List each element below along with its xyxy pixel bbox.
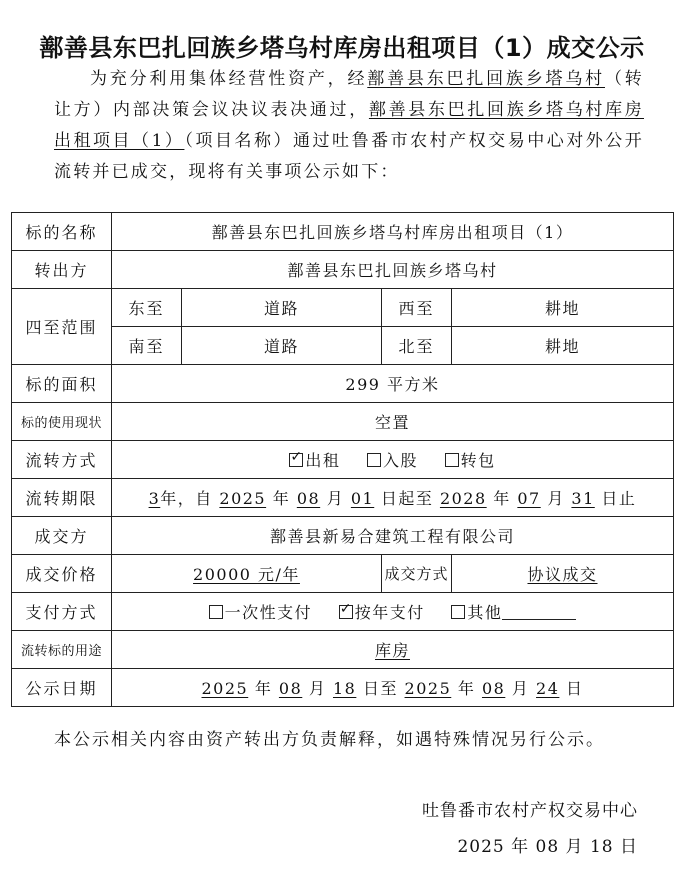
buyer-value: 鄯善县新易合建筑工程有限公司 — [112, 517, 674, 555]
footer-note: 本公示相关内容由资产转出方负责解释，如遇特殊情况另行公示。 — [54, 730, 605, 750]
checkbox-icon — [367, 453, 381, 467]
east-label: 东至 — [112, 289, 182, 327]
checkbox-icon — [209, 605, 223, 619]
deal-method-label: 成交方式 — [382, 555, 452, 593]
row-notice-date — [12, 669, 674, 707]
boundary-label: 四至范围 — [12, 289, 112, 365]
transaction-table — [11, 212, 674, 707]
transferor-value: 鄯善县东巴扎回族乡塔乌村 — [112, 251, 674, 289]
method-option-sublease[interactable]: 转包 — [445, 451, 496, 470]
use-value: 库房 — [112, 631, 674, 669]
row-method — [12, 441, 674, 479]
payment-options — [112, 593, 674, 631]
west-value: 耕地 — [452, 289, 674, 327]
deal-method-value: 协议成交 — [452, 555, 674, 593]
row-area — [12, 365, 674, 403]
intro-text-1: 为充分利用集体经营性资产，经 — [90, 69, 368, 89]
payment-option-yearly[interactable]: ✓ 按年支付 — [339, 603, 425, 622]
buyer-label: 成交方 — [12, 517, 112, 555]
row-boundary-2 — [12, 327, 674, 365]
row-subject — [12, 213, 674, 251]
payment-label: 支付方式 — [12, 593, 112, 631]
north-value: 耕地 — [452, 327, 674, 365]
row-price — [12, 555, 674, 593]
area-label: 标的面积 — [12, 365, 112, 403]
row-boundary-1 — [12, 289, 674, 327]
status-label: 标的使用现状 — [12, 403, 112, 441]
checkbox-icon — [451, 605, 465, 619]
status-value: 空置 — [112, 403, 674, 441]
row-payment — [12, 593, 674, 631]
transferor-label: 转出方 — [12, 251, 112, 289]
issuing-organization: 吐鲁番市农村产权交易中心 — [422, 801, 638, 821]
issue-date: 2025 年 08 月 18 日 — [457, 837, 638, 857]
west-label: 西至 — [382, 289, 452, 327]
price-label: 成交价格 — [12, 555, 112, 593]
price-value: 20000 元/年 — [112, 555, 382, 593]
checked-box-icon — [289, 453, 303, 467]
south-value: 道路 — [182, 327, 382, 365]
intro-owner: 鄯善县东巴扎回族乡塔乌村 — [367, 69, 605, 89]
term-value: 3年，自 2025 年 08 月 01 日起至 2028 年 07 月 31 日止 — [112, 479, 674, 517]
intro-text-2: （转让方）内部决策会议决议表决通过， — [54, 69, 644, 120]
intro-paragraph — [54, 64, 644, 188]
other-blank-line — [502, 605, 576, 620]
method-option-lease[interactable]: ✓ 出租 — [289, 451, 340, 470]
notice-value: 2025 年 08 月 18 日至 2025 年 08 月 24 日 — [112, 669, 674, 707]
south-label: 南至 — [112, 327, 182, 365]
payment-option-lump-sum[interactable]: 一次性支付 — [209, 603, 313, 622]
row-use — [12, 631, 674, 669]
payment-option-other[interactable]: 其他 — [451, 603, 576, 622]
notice-label: 公示日期 — [12, 669, 112, 707]
method-options — [112, 441, 674, 479]
method-label: 流转方式 — [12, 441, 112, 479]
subject-label: 标的名称 — [12, 213, 112, 251]
row-term — [12, 479, 674, 517]
checked-box-icon — [339, 605, 353, 619]
method-option-share[interactable]: 入股 — [367, 451, 418, 470]
term-label: 流转期限 — [12, 479, 112, 517]
intro-project: 鄯善县东巴扎回族乡塔乌村库房出租项目（1） — [54, 100, 644, 151]
north-label: 北至 — [382, 327, 452, 365]
row-buyer — [12, 517, 674, 555]
area-value: 299 平方米 — [112, 365, 674, 403]
subject-value: 鄯善县东巴扎回族乡塔乌村库房出租项目（1） — [112, 213, 674, 251]
east-value: 道路 — [182, 289, 382, 327]
intro-text-3: （项目名称）通过吐鲁番市农村产权交易中心对外公开流转并已成交，现将有关事项公示如下： — [54, 131, 644, 182]
row-status — [12, 403, 674, 441]
checkbox-icon — [445, 453, 459, 467]
row-transferor — [12, 251, 674, 289]
page-title: 鄯善县东巴扎回族乡塔乌村库房出租项目（1）成交公示 — [39, 34, 645, 62]
use-label: 流转标的用途 — [12, 631, 112, 669]
